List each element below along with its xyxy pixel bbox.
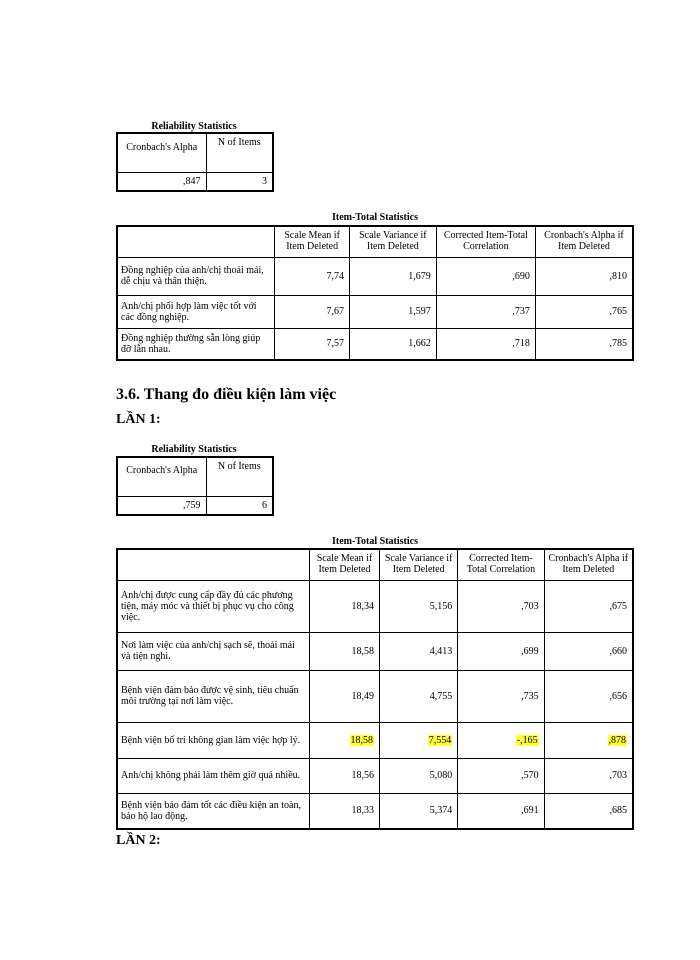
cell-alpha-deleted: ,703	[544, 758, 633, 793]
n-items-value: 6	[206, 496, 273, 515]
reliability-caption-2: Reliability Statistics	[151, 444, 237, 455]
cell-scale-mean: 7,74	[275, 257, 350, 295]
table-row	[117, 295, 633, 328]
corrected-correlation-header: Corrected Item-Total Correlation	[436, 226, 535, 257]
cell-scale-variance: 1,597	[349, 295, 436, 328]
cell-scale-variance: 1,679	[349, 257, 436, 295]
alpha-header: Cronbach's Alpha	[117, 457, 206, 496]
item-label: Anh/chị không phải làm thêm giờ quá nhiều.	[117, 758, 309, 793]
table-row	[117, 793, 633, 829]
cell-scale-variance: 4,755	[380, 670, 458, 722]
table-row	[117, 670, 633, 722]
cell-alpha-deleted	[544, 722, 633, 758]
scale-variance-header: Scale Variance if Item Deleted	[380, 549, 458, 580]
item-label: Anh/chị phối hợp làm việc tốt với các đồng nghiệp.	[117, 295, 275, 328]
corrected-correlation-header: Corrected Item-Total Correlation	[458, 549, 544, 580]
alpha-value: ,759	[117, 496, 206, 515]
cell-scale-variance: 5,374	[380, 793, 458, 829]
cell-alpha-deleted: ,685	[544, 793, 633, 829]
item-label: Bệnh viện bảo đảm tốt các điều kiện an toàn, bảo hộ lao động.	[117, 793, 309, 829]
cell-scale-mean: 18,34	[309, 580, 379, 632]
highlight: -,165	[516, 734, 538, 746]
table-row	[117, 758, 633, 793]
alpha-header: Cronbach's Alpha	[117, 133, 206, 172]
cell-alpha-deleted: ,765	[535, 295, 633, 328]
cell-correlation: ,718	[436, 328, 535, 360]
item-label: Đồng nghiệp của anh/chị thoải mái, dễ chịu và thân thiện.	[117, 257, 275, 295]
cell-scale-mean: 7,57	[275, 328, 350, 360]
table-row-highlighted	[117, 722, 633, 758]
alpha-if-deleted-header: Cronbach's Alpha if Item Deleted	[535, 226, 633, 257]
table-row	[117, 580, 633, 632]
cell-scale-mean: 18,49	[309, 670, 379, 722]
cell-scale-mean: 7,67	[275, 295, 350, 328]
cell-alpha-deleted: ,660	[544, 632, 633, 670]
cell-scale-mean: 18,56	[309, 758, 379, 793]
alpha-value: ,847	[117, 172, 206, 191]
cell-correlation: ,737	[436, 295, 535, 328]
scale-mean-header: Scale Mean if Item Deleted	[275, 226, 350, 257]
cell-scale-variance: 5,080	[380, 758, 458, 793]
cell-alpha-deleted: ,675	[544, 580, 633, 632]
scale-variance-header: Scale Variance if Item Deleted	[349, 226, 436, 257]
table-row	[117, 257, 633, 295]
item-label: Nơi làm việc của anh/chị sạch sẽ, thoải mái và tiện nghi.	[117, 632, 309, 670]
cell-correlation: ,570	[458, 758, 544, 793]
n-items-value: 3	[206, 172, 273, 191]
item-total-table-1	[116, 225, 634, 361]
row-label-header	[117, 226, 275, 257]
table-row	[117, 632, 633, 670]
round-1-label: LẦN 1:	[116, 412, 161, 427]
highlight: 7,554	[428, 734, 452, 746]
reliability-caption-1: Reliability Statistics	[151, 121, 237, 132]
cell-correlation	[458, 722, 544, 758]
section-title: 3.6. Thang đo điều kiện làm việc	[116, 386, 337, 403]
item-label: Anh/chị được cung cấp đầy đủ các phương tiện, máy móc và thiết bị phục vụ cho công việc.	[117, 580, 309, 632]
round-2-label: LẦN 2:	[116, 833, 161, 848]
item-total-table-2	[116, 548, 634, 830]
highlight: 18,58	[350, 734, 374, 746]
cell-alpha-deleted: ,785	[535, 328, 633, 360]
cell-alpha-deleted: ,656	[544, 670, 633, 722]
cell-scale-mean	[309, 722, 379, 758]
cell-correlation: ,691	[458, 793, 544, 829]
cell-correlation: ,690	[436, 257, 535, 295]
cell-alpha-deleted: ,810	[535, 257, 633, 295]
cell-correlation: ,735	[458, 670, 544, 722]
highlight: ,878	[608, 734, 626, 746]
item-total-caption-2: Item-Total Statistics	[331, 536, 418, 547]
cell-correlation: ,703	[458, 580, 544, 632]
item-label: Bệnh viện bố trí không gian làm việc hợp lý.	[117, 722, 309, 758]
n-items-header: N of Items	[206, 133, 273, 172]
reliability-table-1	[116, 132, 274, 192]
item-label: Bệnh viện đảm bảo được vệ sinh, tiêu chuẩn môi trường tại nơi làm việc.	[117, 670, 309, 722]
cell-scale-mean: 18,33	[309, 793, 379, 829]
cell-scale-mean: 18,58	[309, 632, 379, 670]
item-total-caption-1: Item-Total Statistics	[331, 212, 418, 223]
cell-scale-variance: 1,662	[349, 328, 436, 360]
alpha-if-deleted-header: Cronbach's Alpha if Item Deleted	[544, 549, 633, 580]
table-row	[117, 328, 633, 360]
n-items-header: N of Items	[206, 457, 273, 496]
cell-scale-variance: 4,413	[380, 632, 458, 670]
scale-mean-header: Scale Mean if Item Deleted	[309, 549, 379, 580]
reliability-table-2	[116, 456, 274, 516]
item-label: Đồng nghiệp thường sẵn lòng giúp đỡ lẫn nhau.	[117, 328, 275, 360]
cell-scale-variance: 5,156	[380, 580, 458, 632]
row-label-header	[117, 549, 309, 580]
cell-scale-variance	[380, 722, 458, 758]
cell-correlation: ,699	[458, 632, 544, 670]
